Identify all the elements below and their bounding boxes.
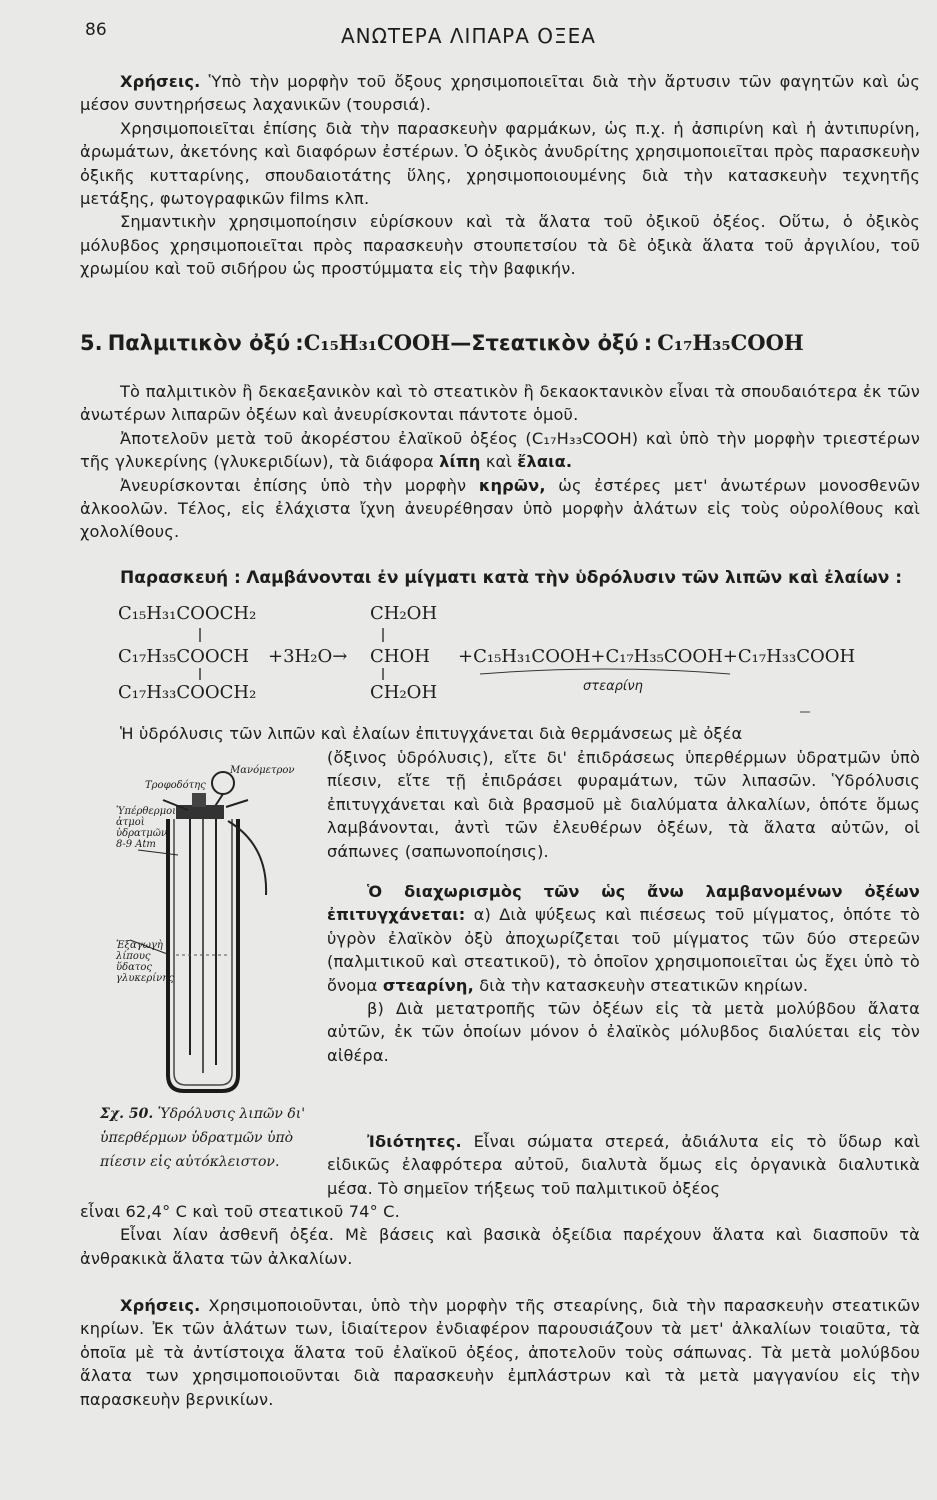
hydrolysis-paragraph: (ὄξινος ὑδρόλυσις), εἴτε δι' ἐπιδράσεως ὑπερθέρμων ὑδρατμῶν ὑπὸ πίεσιν, εἴτε τῇ ἐπιδράσει φυραμάτων, τῶν λιπασῶν. Ὑδρόλυσις ἐπιτυγχάνεται καὶ διὰ βρασμοῦ μὲ διαλύματα ἀλκαλίων, ὁπότε ὅμως λαμβάνονται, ἀντὶ τῶν ἐλευθέρων ὀξέων, τὰ ἅλατα αὐτῶν, οἱ σάπωνες (σαπωνοποίησις).: [327, 748, 920, 861]
properties-label: Ἰδιότητες.: [367, 1132, 462, 1151]
eq-left-2: C₁₇H₃₅COOCH: [118, 646, 250, 667]
stearin-label: στεαρίνη: [583, 679, 643, 694]
properties-paragraph-2: Εἶναι λίαν ἀσθενῆ ὀξέα. Μὲ βάσεις καὶ βασικὰ ὀξείδια παρέχουν ἅλατα καὶ διασποῦν τὰ ἀνθρακικὰ ἅλατα τῶν ἀλκαλίων.: [80, 1225, 920, 1268]
section5-paragraph-2: Ἀποτελοῦν μετὰ τοῦ ἀκορέστου ἐλαϊκοῦ ὀξέος (C₁₇H₃₃COOH) καὶ ὑπὸ τὴν μορφὴν τριεστέρων τῆς γλυκερίνης (γλυκεριδίων), τὰ διάφορα λίπη καὶ ἔλαια.: [80, 428, 920, 472]
eq-mid-1: CH₂OH: [370, 603, 438, 624]
eq-mid-2: CHOH: [370, 646, 430, 667]
section5-paragraph-3: Ἀνευρίσκονται ἐπίσης ὑπὸ τὴν μορφὴν κηρῶν, ὡς ἐστέρες μετ' ἀνωτέρων μονοσθενῶν ἀλκοολῶν. Τέλος, εἰς ἐλάχιστα ἴχνη ἀνευρέθησαν ὑπὸ μορφὴν ἁλάτων εἰς τοὺς οὐρολίθους καὶ χολολίθους.: [80, 475, 921, 542]
palmitic-acid-name: Παλμιτικὸν ὀξύ: [107, 331, 291, 355]
section-heading: 5. Παλμιτικὸν ὀξύ :C₁₅H₃₁COOH—Στεατικὸν ὀξύ : C₁₇H₃₅COOH: [80, 330, 804, 355]
separation-paragraph-a: Ὁ διαχωρισμὸς τῶν ὡς ἄνω λαμβανομένων ὀξέων ἐπιτυγχάνεται: α) Διὰ ψύξεως καὶ πιέσεως τοῦ μίγματος, ὁπότε τὸ ὑγρὸν ἐλαϊκὸν ὀξὺ ἀποχωρίζεται τοῦ μίγματος τῶν δύο στερεῶν (παλμιτικοῦ καὶ στεατικοῦ), τὸ ὁποῖον χρησιμοποιεῖται ὡς ἔχει ὑπὸ τὸ ὄνομα στεαρίνη, διὰ τὴν κατασκευὴν στεατικῶν κηρίων.: [327, 882, 920, 995]
separation-paragraph-b: β) Διὰ μετατροπῆς τῶν ὀξέων εἰς τὰ μετὰ μολύβδου ἅλατα αὐτῶν, ἐκ τῶν ὁποίων μόνον ὁ ἐλαϊκὸς μόλυβδος διαλύεται εἰς τὸν αἰθέρα.: [327, 999, 920, 1065]
stearic-formula: C₁₇H₃₅COOH: [657, 330, 804, 355]
hydrolysis-first-line: Ἡ ὑδρόλυσις τῶν λιπῶν καὶ ἐλαίων ἐπιτυγχάνεται διὰ θερμάνσεως μὲ ὀξέα: [120, 724, 743, 743]
uses-section-2: Χρήσεις. Χρησιμοποιοῦνται, ὑπὸ τὴν μορφὴν τῆς στεαρίνης, διὰ τὴν παρασκευὴν στεατικῶν κηρίων. Ἐκ τῶν ἁλάτων των, ἰδιαίτερον ἐνδιαφέρον παρουσιάζουν τὰ μετ' ἀλκαλίων τοιαῦτα, τὰ ὁποῖα μὲ τὰ ἀντίστοιχα ἅλατα τοῦ ἐλαϊκοῦ ὀξέος, ἀποτελοῦν τοὺς σάπωνας. Τὰ μετὰ μολύβδου ἅλατα των χρησιμοποιοῦνται διὰ παρασκευὴν ἐμπλάστρων καὶ τὰ μετὰ μαγγανίου εἰς τὴν παρασκευὴν βερνικίων.: [80, 1296, 920, 1409]
preparation-label: Παρασκευή :: [120, 568, 241, 588]
stearic-acid-name: Στεατικὸν ὀξύ: [471, 331, 639, 355]
palmitic-formula: C₁₅H₃₁COOH: [303, 330, 451, 355]
label-outlet: Ἐξαγωγὴ λίπους ὕδατος γλυκερίνης: [116, 940, 174, 984]
preparation-line: Παρασκευή : Λαμβάνονται ἐν μίγματι κατὰ τὴν ὑδρόλυσιν τῶν λιπῶν καὶ ἐλαίων :: [120, 568, 902, 588]
uses-label: Χρήσεις.: [120, 72, 201, 91]
eq-reagent: +3H₂O→: [268, 646, 348, 667]
label-manometer: Μανόμετρον: [230, 765, 295, 776]
eq-left-3: C₁₇H₃₃COOCH₂: [118, 682, 257, 703]
label-valve: Τροφοδότης: [145, 780, 206, 791]
uses-paragraph-2: Χρησιμοποιεῖται ἐπίσης διὰ τὴν παρασκευὴν φαρμάκων, ὡς π.χ. ἡ ἀσπιρίνη καὶ ἡ ἀντιπυρίνη, ἀρωμάτων, ἀκετόνης καὶ διαφόρων ἐστέρων. Ὁ ὀξικὸς ἀνυδρίτης χρησιμοποιεῖται πρὸς παρασκευὴν ὀξικῆς κυτταρίνης, σπουδαιοτάτης ὕλης, χρησιμοποιουμένης διὰ τὴν κατασκευὴν τεχνητῆς μετάξης, φωτογραφικῶν films κλπ.: [80, 118, 920, 209]
eq-left-1: C₁₅H₃₁COOCH₂: [118, 603, 257, 624]
separation-section: [327, 880, 920, 1067]
uses-paragraph-3: Σημαντικὴν χρησιμοποίησιν εὑρίσκουν καὶ τὰ ἅλατα τοῦ ὀξικοῦ ὀξέος. Οὕτω, ὁ ὀξικὸς μόλυβδος χρησιμοποιεῖται πρὸς παρασκευὴν στουπετσίου τὰ δὲ ὀξικὰ ἅλατα τοῦ ἀργιλίου, τοῦ χρωμίου καὶ τοῦ σιδήρου ὡς προστύμματα εἰς τὴν βαφικήν.: [80, 212, 920, 279]
eq-mid-3: CH₂OH: [370, 682, 438, 703]
eq-products: +C₁₅H₃₁COOH+C₁₇H₃₅COOH+C₁₇H₃₃COOH: [458, 646, 856, 667]
figure-caption: Σχ. 50. Ὑδρόλυσις λιπῶν δι' ὑπερθέρμων ὑδρατμῶν ὑπὸ πίεσιν εἰς αὐτόκλειστον.: [100, 1106, 306, 1170]
properties-paragraph: Ἰδιότητες. Εἶναι σώματα στερεά, ἀδιάλυτα εἰς τὸ ὕδωρ καὶ εἰδικῶς ἐλαφρότερα αὐτοῦ, διαλυτὰ ὅμως εἰς ὀργανικὰ διαλυτικὰ μέσα. Τὸ σημεῖον τήξεως τοῦ παλμιτικοῦ ὀξέος: [327, 1132, 921, 1198]
section5-paragraph-1: Τὸ παλμιτικὸν ἢ δεκαεξανικὸν καὶ τὸ στεατικὸν ἢ δεκαοκτανικὸν εἶναι τὰ σπουδαιότερα ἐκ τῶν ἀνωτέρων λιπαρῶν ὀξέων καὶ ἀνευρίσκονται πάντοτε ὁμοῦ.: [80, 382, 920, 425]
uses-paragraph-1: Χρήσεις. Ὑπὸ τὴν μορφὴν τοῦ ὄξους χρησιμοποιεῖται διὰ τὴν ἄρτυσιν τῶν φαγητῶν καὶ ὡς μέσον συντηρήσεως λαχανικῶν (τουρσιά).: [80, 72, 921, 115]
page-number: 86: [85, 20, 107, 40]
label-steam: Ὑπέρθερμοι ἀτμοὶ ὑδρατμῶν 8-9 Atm: [116, 806, 177, 850]
running-header: ΑΝΩΤΕΡΑ ΛΙΠΑΡΑ ΟΞΕΑ: [341, 24, 596, 48]
properties-continued: εἶναι 62,4° C καὶ τοῦ στεατικοῦ 74° C. Εἶναι λίαν ἀσθενῆ ὀξέα. Μὲ βάσεις καὶ βασικὰ ὀξείδια παρέχουν ἅλατα καὶ διασποῦν τὰ ἀνθρακικὰ ἅλατα τῶν ἀλκαλίων.: [80, 1200, 920, 1270]
stearin-bracket: [480, 669, 730, 674]
uses2-label: Χρήσεις.: [120, 1296, 201, 1315]
